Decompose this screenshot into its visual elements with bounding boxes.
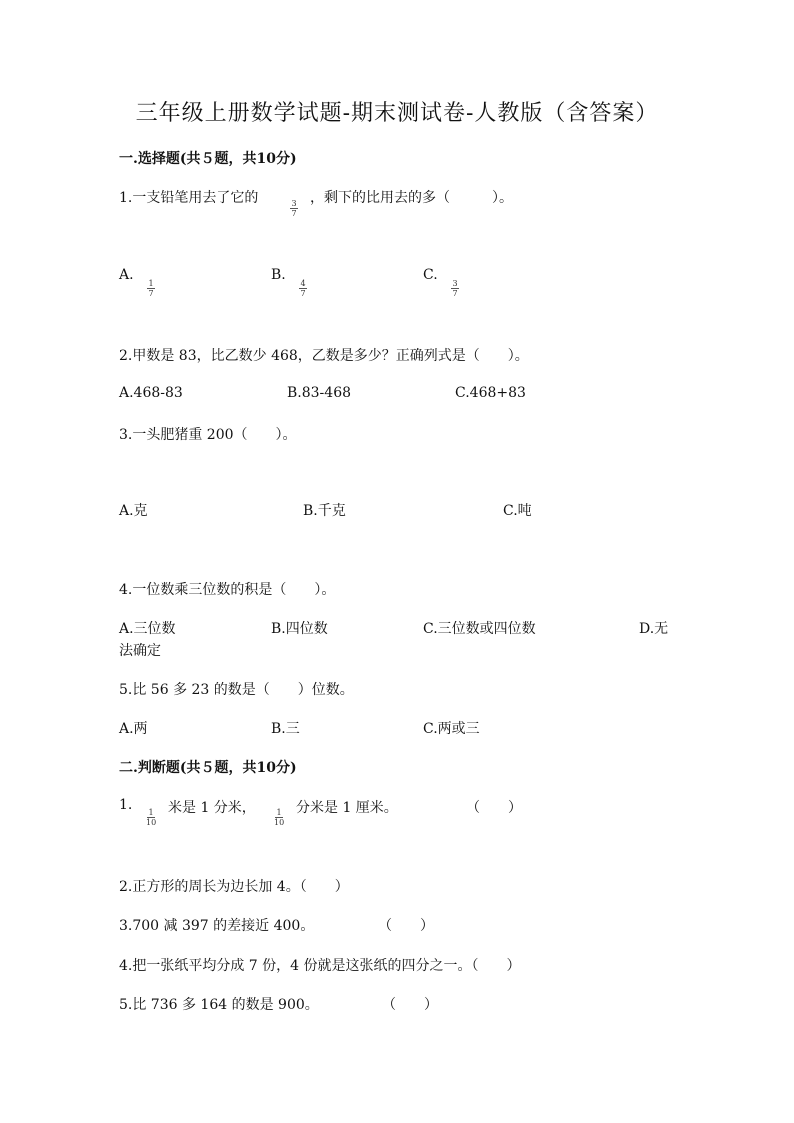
- fraction-denominator: 7: [300, 289, 306, 298]
- fraction-numerator: 4: [300, 279, 306, 288]
- q1-option-c-fraction: [451, 279, 459, 298]
- judgement-5-paren: （ ）: [382, 997, 438, 1013]
- section-choice-heading: 一.选择题(共５题，共10分): [119, 151, 297, 167]
- fraction-numerator: 1: [148, 279, 154, 288]
- question-1-stem: 1.一支铅笔用去了它的: [119, 190, 259, 206]
- q1-option-c-label: C.: [423, 267, 438, 283]
- q3-option-b: B.千克: [303, 503, 346, 519]
- q5-option-b: B.三: [271, 721, 300, 737]
- judgement-1-paren: （ ）: [466, 800, 522, 816]
- fraction-numerator: 3: [452, 279, 458, 288]
- judgement-1-middle: 米是 1 分米，: [168, 800, 256, 816]
- q4-option-d: D.无: [639, 621, 669, 637]
- q5-option-c: C.两或三: [423, 721, 480, 737]
- fraction-numerator: 3: [291, 199, 297, 208]
- fraction-denominator: 10: [274, 818, 285, 827]
- fraction-numerator: 1: [276, 808, 282, 817]
- q4-option-d-wrap: 法确定: [119, 643, 161, 659]
- q2-option-a: A.468-83: [119, 385, 183, 401]
- fraction-3-7: [290, 199, 298, 218]
- fraction-denominator: 10: [146, 818, 157, 827]
- page-title: 三年级上册数学试题-期末测试卷-人教版（含答案）: [135, 101, 659, 126]
- q3-option-c: C.吨: [503, 503, 532, 519]
- q2-option-c: C.468+83: [455, 385, 526, 401]
- judgement-1-tail: 分米是 1 厘米。: [296, 800, 398, 816]
- q4-option-a: A.三位数: [119, 621, 176, 637]
- fraction-1-10: [146, 808, 156, 827]
- judgement-5: 5.比 736 多 164 的数是 900。: [119, 997, 319, 1013]
- fraction-denominator: 7: [291, 209, 297, 218]
- section-judgement-heading: 二.判断题(共５题，共10分): [119, 760, 297, 776]
- q1-option-b-fraction: [299, 279, 307, 298]
- q1-option-a-fraction: [147, 279, 155, 298]
- q3-option-a: A.克: [119, 503, 148, 519]
- question-1-tail: ，剩下的比用去的多（ ）。: [310, 190, 513, 206]
- q5-option-a: A.两: [119, 721, 148, 737]
- question-3: 3.一头肥猪重 200（ ）。: [119, 427, 297, 443]
- judgement-3: 3.700 减 397 的差接近 400。: [119, 918, 315, 934]
- judgement-4: 4.把一张纸平均分成 7 份，4 份就是这张纸的四分之一。（ ）: [119, 958, 521, 974]
- q4-option-c: C.三位数或四位数: [423, 621, 536, 637]
- fraction-denominator: 7: [148, 289, 154, 298]
- q1-option-b-label: B.: [271, 267, 286, 283]
- fraction-1-10: [274, 808, 284, 827]
- fraction-denominator: 7: [452, 289, 458, 298]
- question-2: 2.甲数是 83，比乙数少 468，乙数是多少？正确列式是（ ）。: [119, 348, 529, 364]
- q4-option-b: B.四位数: [271, 621, 328, 637]
- question-4: 4.一位数乘三位数的积是（ ）。: [119, 582, 336, 598]
- judgement-1-number: 1.: [119, 797, 133, 813]
- fraction-numerator: 1: [148, 808, 154, 817]
- judgement-2: 2.正方形的周长为边长加 4。（ ）: [119, 879, 349, 895]
- question-5: 5.比 56 多 23 的数是（ ）位数。: [119, 682, 354, 698]
- q2-option-b: B.83-468: [287, 385, 352, 401]
- q1-option-a-label: A.: [119, 267, 134, 283]
- judgement-3-paren: （ ）: [378, 918, 434, 934]
